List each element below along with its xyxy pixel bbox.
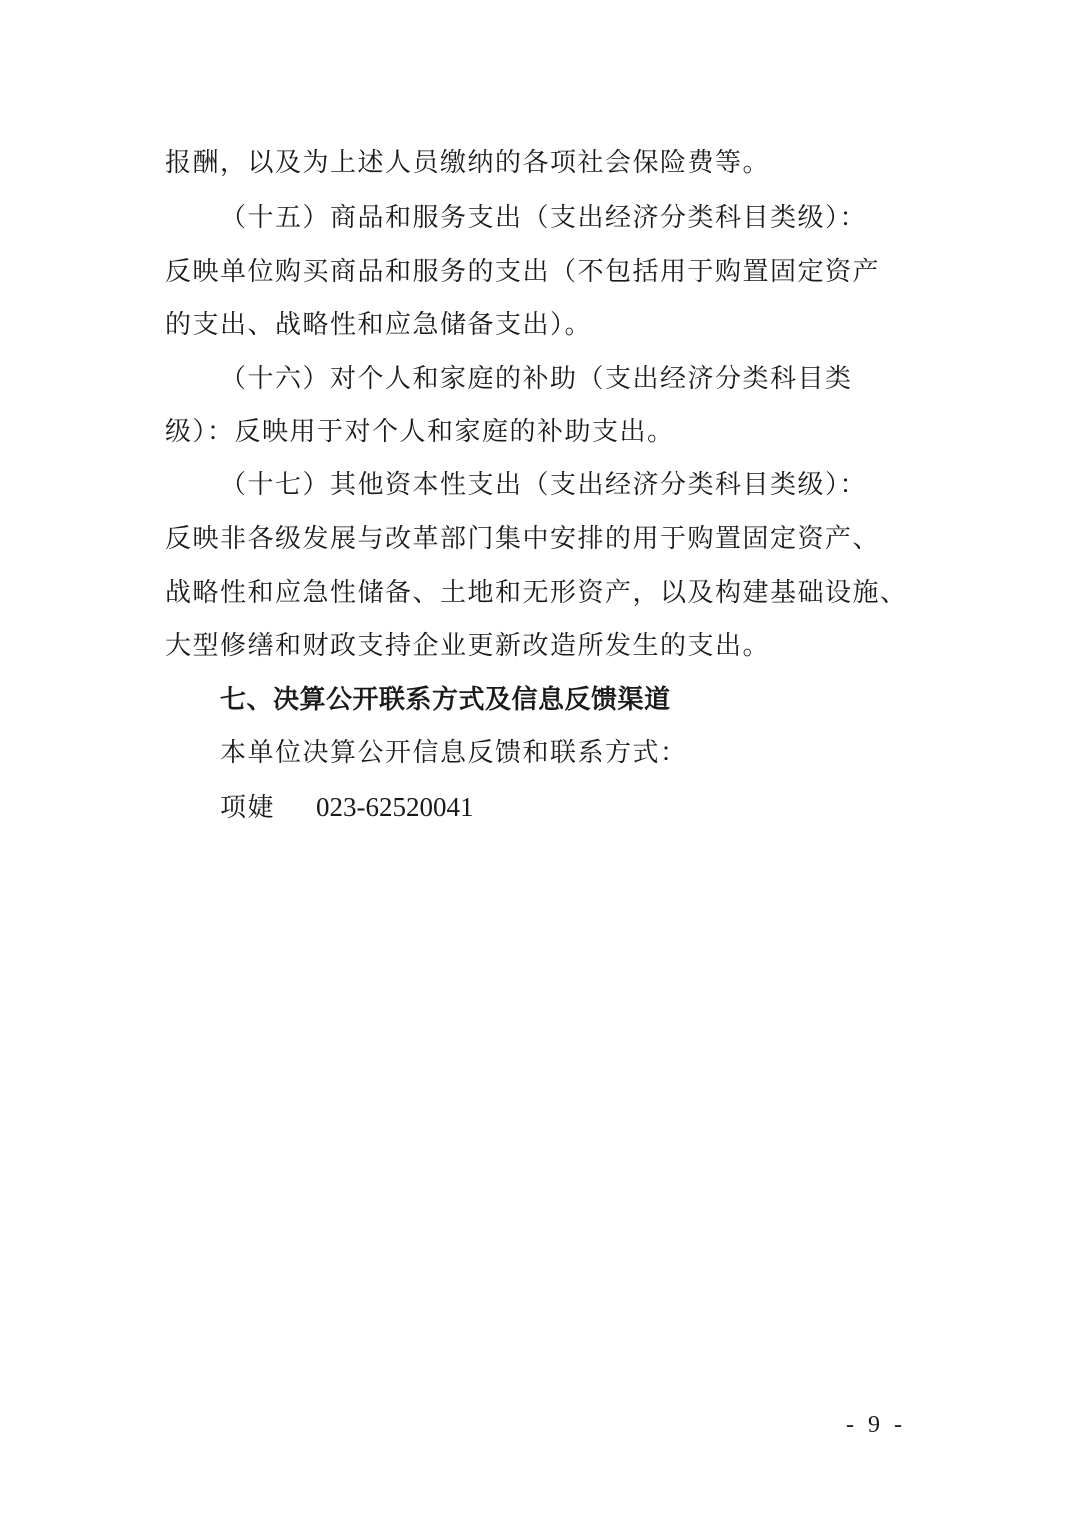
item-17-title: （十七）其他资本性支出（支出经济分类科目类级）：	[220, 470, 868, 500]
paragraph-line: 大型修缮和财政支持企业更新改造所发生的支出。	[165, 631, 771, 661]
contact-row	[220, 789, 474, 826]
page-number: - 9 -	[846, 1412, 906, 1438]
paragraph-line: 反映单位购买商品和服务的支出（不包括用于购置固定资产	[165, 257, 881, 287]
contact-name: 项婕	[220, 793, 276, 823]
contact-intro: 本单位决算公开信息反馈和联系方式：	[220, 738, 688, 768]
item-16-title: （十六）对个人和家庭的补助（支出经济分类科目类	[220, 364, 853, 394]
paragraph-line: 反映非各级发展与改革部门集中安排的用于购置固定资产、	[165, 524, 881, 554]
contact-phone: 023-62520041	[316, 792, 474, 822]
paragraph-line: 战略性和应急性储备、土地和无形资产，以及构建基础设施、	[165, 578, 908, 608]
item-15-title: （十五）商品和服务支出（支出经济分类科目类级）：	[220, 203, 868, 233]
paragraph-line: 的支出、战略性和应急储备支出）。	[165, 310, 593, 340]
paragraph-line: 报酬，以及为上述人员缴纳的各项社会保险费等。	[165, 148, 771, 178]
section-heading: 七、决算公开联系方式及信息反馈渠道	[220, 685, 671, 715]
paragraph-line: 级）：反映用于对个人和家庭的补助支出。	[165, 417, 675, 447]
